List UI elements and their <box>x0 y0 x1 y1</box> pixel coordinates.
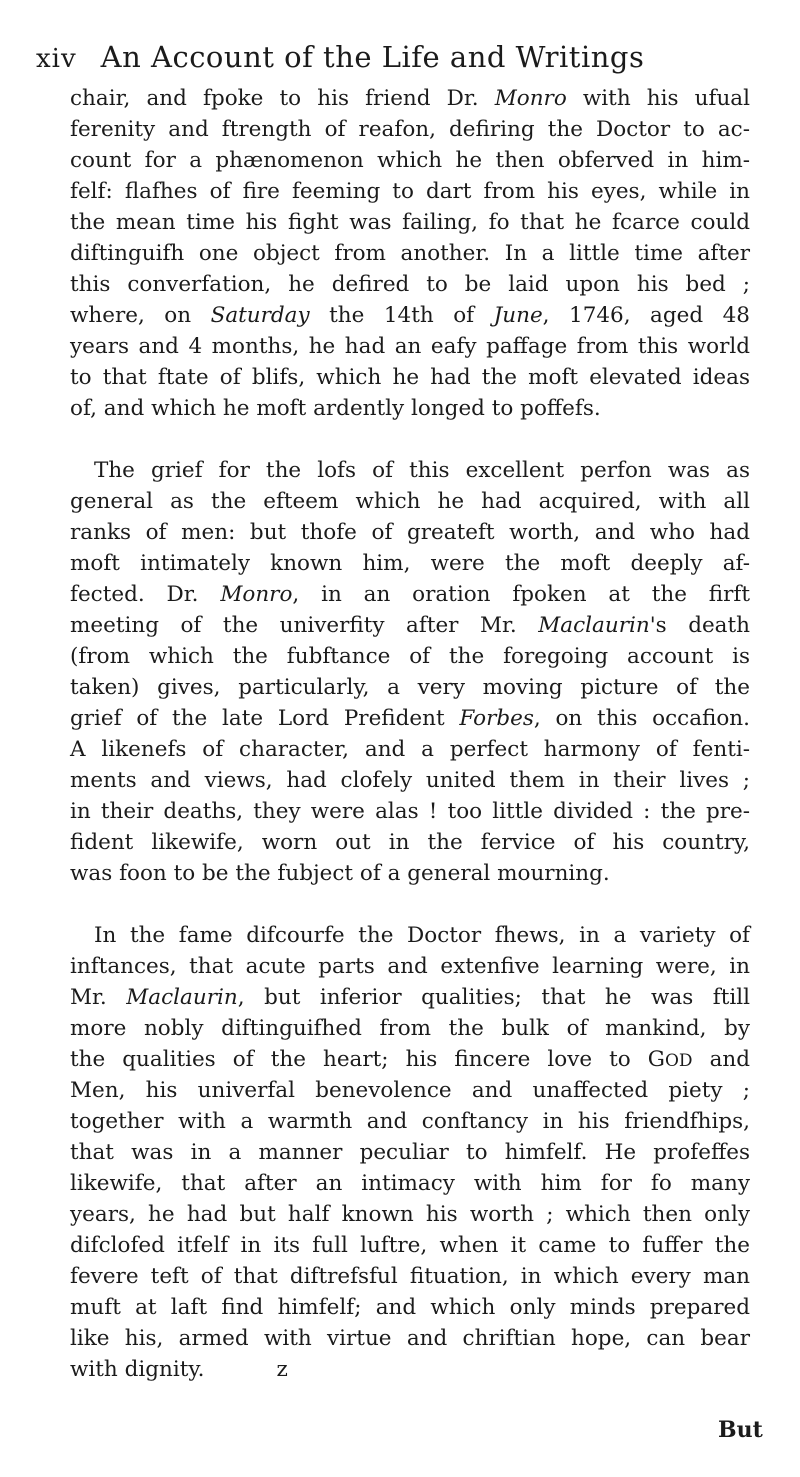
text-line: where, on Saturday the 14th of June, 1746, aged 48 <box>70 303 750 328</box>
running-title: An Account of the Life and Writings <box>100 40 645 74</box>
text-line: years and 4 months, he had an eafy paffage from this world <box>70 334 750 359</box>
text-line: chair, and fpoke to his friend Dr. Monro with his ufual <box>70 86 750 111</box>
text-line: likewife, that after an intimacy with him for fo many <box>70 1171 750 1196</box>
page-number: xiv <box>36 44 77 74</box>
text-line: taken) gives, particularly, a very moving picture of the <box>70 675 750 700</box>
text-line: in their deaths, they were alas ! too little divided : the pre- <box>70 799 750 824</box>
text-line: with dignity. z <box>70 1357 288 1382</box>
text-line: Men, his univerfal benevolence and unaffected piety ; <box>70 1078 750 1103</box>
text-line: ferenity and ftrength of reafon, defiring the Doctor to ac- <box>70 117 750 142</box>
text-line: The grief for the lofs of this excellent perfon was as <box>94 458 750 483</box>
text-line: moft intimately known him, were the moft deeply af- <box>70 551 750 576</box>
text-line: ments and views, had clofely united them in their lives ; <box>70 768 750 793</box>
text-line: more nobly diftinguifhed from the bulk of mankind, by <box>70 1016 750 1041</box>
text-line: of, and which he moft ardently longed to poffefs. <box>70 396 601 421</box>
text-line: fected. Dr. Monro, in an oration fpoken at the firft <box>70 582 750 607</box>
text-line: was foon to be the fubject of a general mourning. <box>70 861 610 886</box>
body-text <box>70 83 750 1385</box>
catchword: But <box>718 1417 763 1443</box>
text-line: meeting of the univerfity after Mr. Maclaurin's death <box>70 613 750 638</box>
text-line: felf: flafhes of fire feeming to dart from his eyes, while in <box>70 179 750 204</box>
text-line: inftances, that acute parts and extenfive learning were, in <box>70 954 750 979</box>
text-line: Mr. Maclaurin, but inferior qualities; that he was ftill <box>70 985 750 1010</box>
text-line: the qualities of the heart; his fincere love to GOD and <box>70 1047 750 1072</box>
text-line: A likenefs of character, and a perfect harmony of fenti- <box>70 737 750 762</box>
text-line: like his, armed with virtue and chriftian hope, can bear <box>70 1326 750 1351</box>
running-header <box>36 40 756 84</box>
text-line: general as the efteem which he had acquired, with all <box>70 489 750 514</box>
signature-mark: z <box>276 1357 288 1382</box>
text-line: ranks of men: but thofe of greateft worth, and who had <box>70 520 750 545</box>
text-line: this converfation, he defired to be laid upon his bed ; <box>70 272 750 297</box>
text-line: the mean time his fight was failing, fo that he fcarce could <box>70 210 750 235</box>
text-line: to that ftate of blifs, which he had the moft elevated ideas <box>70 365 750 390</box>
text-line: years, he had but half known his worth ; which then only <box>70 1202 750 1227</box>
text-line: that was in a manner peculiar to himfelf. He profeffes <box>70 1140 750 1165</box>
text-line: grief of the late Lord Prefident Forbes, on this occafion. <box>70 706 750 731</box>
text-line: difclofed itfelf in its full luftre, when it came to fuffer the <box>70 1233 750 1258</box>
text-line: In the fame difcourfe the Doctor fhews, in a variety of <box>94 923 750 948</box>
text-line: diftinguifh one object from another. In a little time after <box>70 241 750 266</box>
text-line: fevere teft of that diftrefsful fituation, in which every man <box>70 1264 750 1289</box>
text-line: together with a warmth and conftancy in his friendfhips, <box>70 1109 750 1134</box>
text-line: (from which the fubftance of the foregoing account is <box>70 644 750 669</box>
text-line: muft at laft find himfelf; and which only minds prepared <box>70 1295 750 1320</box>
text-line: fident likewife, worn out in the fervice of his country, <box>70 830 750 855</box>
text-line: count for a phænomenon which he then obferved in him- <box>70 148 750 173</box>
